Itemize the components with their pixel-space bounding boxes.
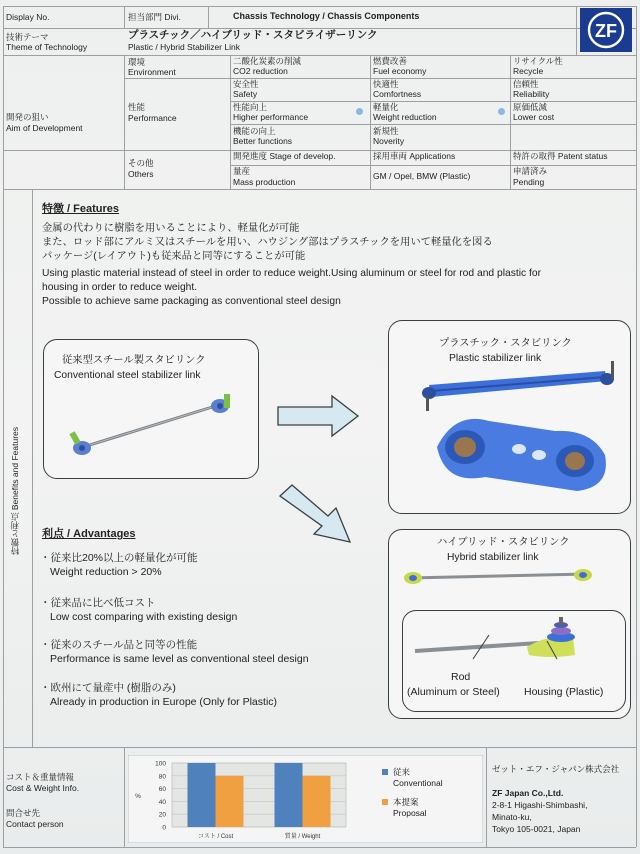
- chart-y-tick-label: 0: [162, 824, 166, 832]
- novelty-en: Noverity: [373, 136, 405, 146]
- patent-label: 特許の取得 Patent status: [513, 151, 608, 161]
- co2-jp: 二酸化炭素の削減: [233, 56, 302, 66]
- chart-y-tick-label: 60: [158, 786, 166, 794]
- advantage-1-en: Weight reduction > 20%: [50, 566, 162, 578]
- fuel-jp: 燃費改善: [373, 56, 408, 66]
- novelty-jp: 新規性: [373, 126, 399, 136]
- advantage-2-en: Low cost comparing with existing design: [50, 611, 238, 623]
- plastic-title-en: Plastic stabilizer link: [449, 353, 542, 364]
- arrow-right-icon: [276, 393, 360, 439]
- theme-title-en: Plastic / Hybrid Stabilizer Link: [128, 42, 240, 52]
- chart-legend-label-jp: 本提案: [393, 797, 419, 807]
- features-jp-3: パッケージ(レイアウト)も従来品と同等にすることが可能: [42, 251, 306, 262]
- advantages-title: 利点 / Advantages: [42, 528, 136, 540]
- chart-x-tick-label: コスト / Cost: [197, 834, 234, 840]
- chart-legend-swatch: [382, 769, 388, 775]
- conventional-link-panel: [43, 339, 259, 479]
- company-jp: ゼット・エフ・ジャパン株式会社: [492, 764, 620, 774]
- zf-logo: [580, 8, 632, 52]
- callout-lines: [471, 631, 561, 661]
- performance-label-en: Performance: [128, 113, 177, 123]
- reliability-en: Reliability: [513, 89, 550, 99]
- cost-jp: 原価低減: [513, 102, 548, 112]
- chart-x-tick-label: 質量 / Weight: [284, 834, 321, 840]
- chart-y-axis-label: %: [135, 793, 141, 800]
- chart-y-tick-label: 40: [158, 798, 166, 806]
- hybrid-link-image: [397, 566, 597, 590]
- features-jp-2: また、ロッド部にアルミ又はスチールを用い、ハウジング部はプラスチックを用いて軽量化を図る: [42, 237, 493, 248]
- features-en-2: housing in order to reduce weight.: [42, 282, 198, 293]
- weight-jp: 軽量化: [373, 102, 399, 112]
- others-label-jp: その他: [128, 158, 154, 168]
- chart-legend-swatch: [382, 799, 388, 805]
- func-jp: 機能の向上: [233, 126, 276, 136]
- weight-selected-dot-icon: [356, 108, 363, 115]
- cost-weight-label-en: Cost & Weight Info.: [6, 783, 80, 793]
- display-no-label: Display No.: [6, 12, 50, 22]
- address-line-1: 2-8-1 Higashi-Shimbashi,: [492, 800, 588, 810]
- cost-weight-chart: [128, 755, 483, 843]
- chart-y-tick-label: 20: [158, 811, 166, 819]
- contact-label-en: Contact person: [6, 819, 64, 829]
- address-line-2: Minato-ku,: [492, 812, 532, 822]
- advantage-3-en: Performance is same level as conventional steel design: [50, 653, 309, 665]
- advantage-1-jp: ・従来比20%以上の軽量化が可能: [40, 552, 198, 564]
- conventional-title-en: Conventional steel stabilizer link: [54, 370, 201, 381]
- zf-logo-text: ZF: [595, 21, 617, 41]
- conventional-title-jp: 従来型スチール製スタビリンク: [62, 355, 206, 366]
- recycle-en: Recycle: [513, 66, 544, 76]
- chart-y-tick-label: 80: [158, 773, 166, 781]
- theme-title-jp: プラスチック／ハイブリッド・スタビライザーリンク: [128, 29, 378, 41]
- chart-bar: [275, 763, 303, 827]
- hybrid-title-jp: ハイブリッド・スタビリンク: [437, 537, 570, 548]
- co2-en: CO2 reduction: [233, 66, 288, 76]
- safety-en: Safety: [233, 89, 258, 99]
- cost-selected-dot-icon: [498, 108, 505, 115]
- hybrid-link-panel: [388, 529, 631, 719]
- patent-jp: 申請済み: [513, 166, 548, 176]
- housing-label: Housing (Plastic): [524, 686, 604, 698]
- performance-label-jp: 性能: [128, 102, 146, 112]
- environment-label-en: Environment: [128, 67, 176, 77]
- features-title: 特徴 / Features: [42, 203, 120, 215]
- environment-label-jp: 環境: [128, 57, 146, 67]
- others-label-en: Others: [128, 169, 154, 179]
- higher-perf-jp: 性能向上: [233, 102, 268, 112]
- arrow-down-right-icon: [276, 482, 356, 546]
- stage-label: 開発進度 Stage of develop.: [233, 151, 336, 161]
- advantage-4-jp: ・欧州にて量産中 (樹脂のみ): [40, 682, 176, 694]
- chart-legend-label-en: Proposal: [393, 808, 427, 818]
- chart-bar: [216, 776, 244, 827]
- benefits-side-label: 特徴と利点 Benefits and Features: [10, 426, 20, 555]
- features-jp-1: 金属の代わりに樹脂を用いることにより、軽量化が可能: [42, 223, 300, 234]
- advantage-2-jp: ・従来品に比べ低コスト: [40, 597, 156, 609]
- advantage-3-jp: ・従来のスチール品と同等の性能: [40, 639, 198, 651]
- vehicle-label: 採用車両 Applications: [373, 151, 456, 161]
- features-en-1: Using plastic material instead of steel in order to reduce weight.Using aluminum or steel for rod and plastic for: [42, 268, 542, 279]
- comfort-en: Comfortness: [373, 89, 422, 99]
- chart-bar: [303, 776, 331, 827]
- aim-label-jp: 開発の狙い: [6, 112, 49, 122]
- cost-en: Lower cost: [513, 112, 555, 122]
- chart-bar: [188, 763, 216, 827]
- aim-label-en: Aim of Development: [6, 123, 83, 133]
- theme-label-jp: 技術テーマ: [6, 32, 49, 42]
- hybrid-title-en: Hybrid stabilizer link: [447, 552, 539, 563]
- vehicle-value: GM / Opel, BMW (Plastic): [373, 171, 471, 181]
- division-label: 担当部門 Divi.: [128, 12, 181, 22]
- stage-jp: 量産: [233, 166, 251, 176]
- chart-legend-label-jp: 従来: [393, 767, 411, 777]
- higher-perf-en: Higher performance: [233, 112, 309, 122]
- reliability-jp: 信頼性: [513, 79, 539, 89]
- rod-label: Rod: [451, 671, 471, 683]
- conventional-link-image: [52, 388, 252, 468]
- weight-en: Weight reduction: [373, 112, 437, 122]
- theme-label-en: Theme of Technology: [6, 42, 88, 52]
- chart-legend-label-en: Conventional: [393, 778, 443, 788]
- address-line-3: Tokyo 105-0021, Japan: [492, 824, 581, 834]
- fuel-en: Fuel economy: [373, 66, 427, 76]
- company-en: ZF Japan Co.,Ltd.: [492, 788, 564, 798]
- contact-label-jp: 問合せ先: [6, 808, 41, 818]
- chart-y-tick-label: 100: [155, 760, 166, 768]
- patent-en: Pending: [513, 177, 545, 187]
- stage-en: Mass production: [233, 177, 296, 187]
- plastic-link-image: [415, 349, 625, 509]
- comfort-jp: 快適性: [373, 79, 399, 89]
- plastic-title-jp: プラスチック・スタビリンク: [439, 338, 572, 349]
- cost-weight-label-jp: コスト＆重量情報: [6, 772, 75, 782]
- advantage-4-en: Already in production in Europe (Only for Plastic): [50, 696, 278, 708]
- recycle-jp: リサイクル性: [513, 56, 563, 66]
- plastic-link-panel: [388, 320, 631, 514]
- rod-sub-label: (Aluminum or Steel): [407, 686, 500, 698]
- safety-jp: 安全性: [233, 79, 259, 89]
- func-en: Better functions: [233, 136, 293, 146]
- division-value: Chassis Technology / Chassis Components: [233, 11, 420, 21]
- features-en-3: Possible to achieve same packaging as conventional steel design: [42, 296, 341, 307]
